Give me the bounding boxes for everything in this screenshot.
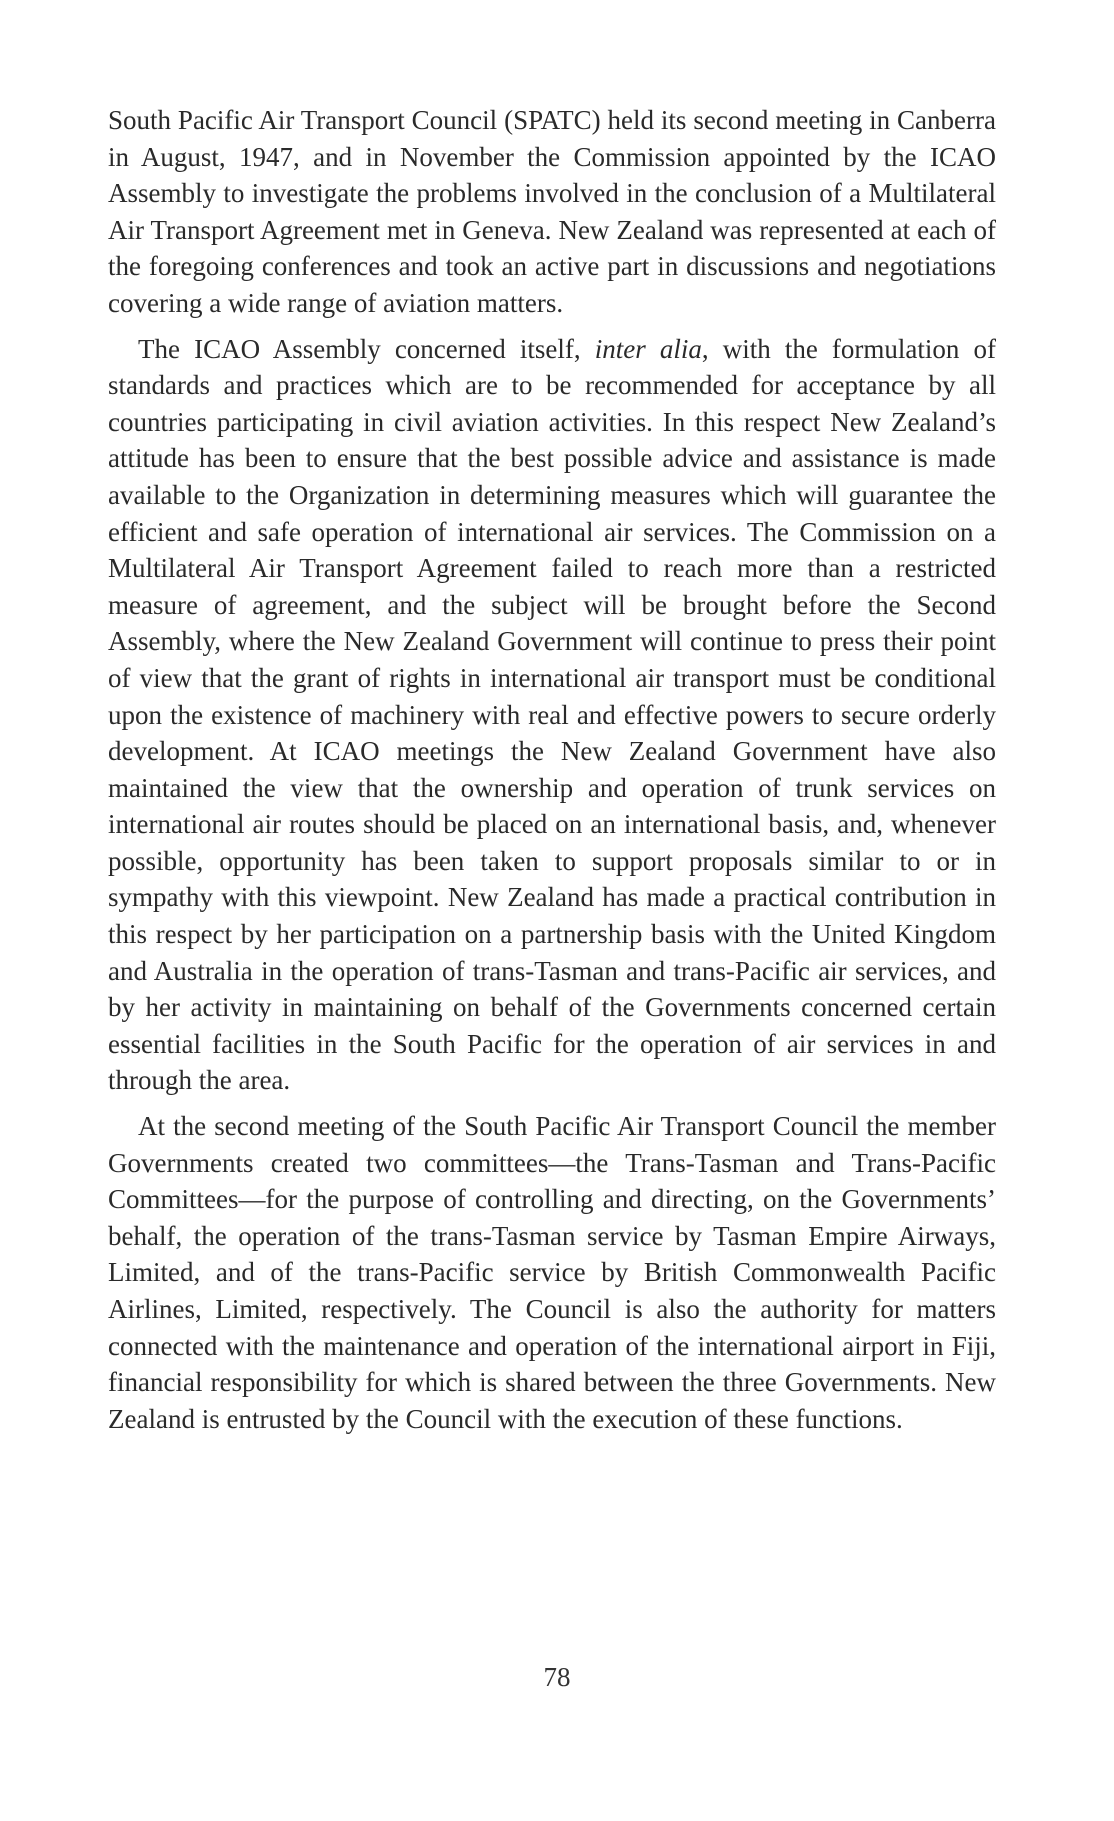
- paragraph-1-text: South Pacific Air Transport Council (SPATC) held its second meeting in Canberra in August, 1947, and in November the Commission appointed by the ICAO Assembly to investigate the problems involved in the conclusion of a Multilateral Air Transport Agreement met in Geneva. New Zealand was represented at each of the foregoing conferences and took an active part in discussions and negotiations covering a wide range of aviation matters.: [108, 105, 996, 318]
- page-number: 78: [543, 1662, 571, 1692]
- paragraph-2-text-a: The ICAO Assembly concerned itself,: [138, 333, 595, 364]
- paragraph-3-text: At the second meeting of the South Pacific Air Transport Council the member Governments created two committees—the Trans-Tasman and Trans-Pacific Committees—for the purpose of controlling and directing, on the Governments’ behalf, the operation of the trans-Tasman service by Tasman Empire Airways, Limited, and of the trans-Pacific service by British Commonwealth Pacific Airlines, Limited, respectively. The Council is also the authority for matters connected with the maintenance and operation of the international airport in Fiji, financial responsibility for which is shared between the three Governments. New Zealand is entrusted by the Council with the execution of these functions.: [108, 1111, 996, 1434]
- paragraph-spatc-meetings: [108, 102, 996, 322]
- page-body: [108, 102, 996, 1437]
- paragraph-2-italic-phrase: inter alia: [594, 333, 702, 364]
- paragraph-icao-assembly: [108, 331, 996, 1099]
- paragraph-spatc-committees: [108, 1108, 996, 1437]
- paragraph-2-text-b: , with the formulation of standards and practices which are to be recommended for acceptance by all countries participating in civil aviation activities. In this respect New Zealand’s attitude has been to ensure that the best possible advice and assistance is made available to the Organization in determining measures which will guarantee the efficient and safe operation of international air services. The Commission on a Multilateral Air Transport Agreement failed to reach more than a restricted measure of agreement, and the subject will be brought before the Second Assembly, where the New Zealand Government will continue to press their point of view that the grant of rights in international air transport must be conditional upon the existence of machinery with real and effective powers to secure orderly development. At ICAO meetings the New Zealand Government have also maintained the view that the ownership and operation of trunk services on international air routes should be placed on an international basis, and, whenever possible, opportunity has been taken to support proposals similar to or in sympathy with this viewpoint. New Zealand has made a practical contribution in this respect by her participation on a partnership basis with the United Kingdom and Australia in the operation of trans-Tasman and trans-Pacific air services, and by her activity in maintaining on behalf of the Governments concerned certain essential facilities in the South Pacific for the operation of air services in and through the area.: [108, 333, 997, 1096]
